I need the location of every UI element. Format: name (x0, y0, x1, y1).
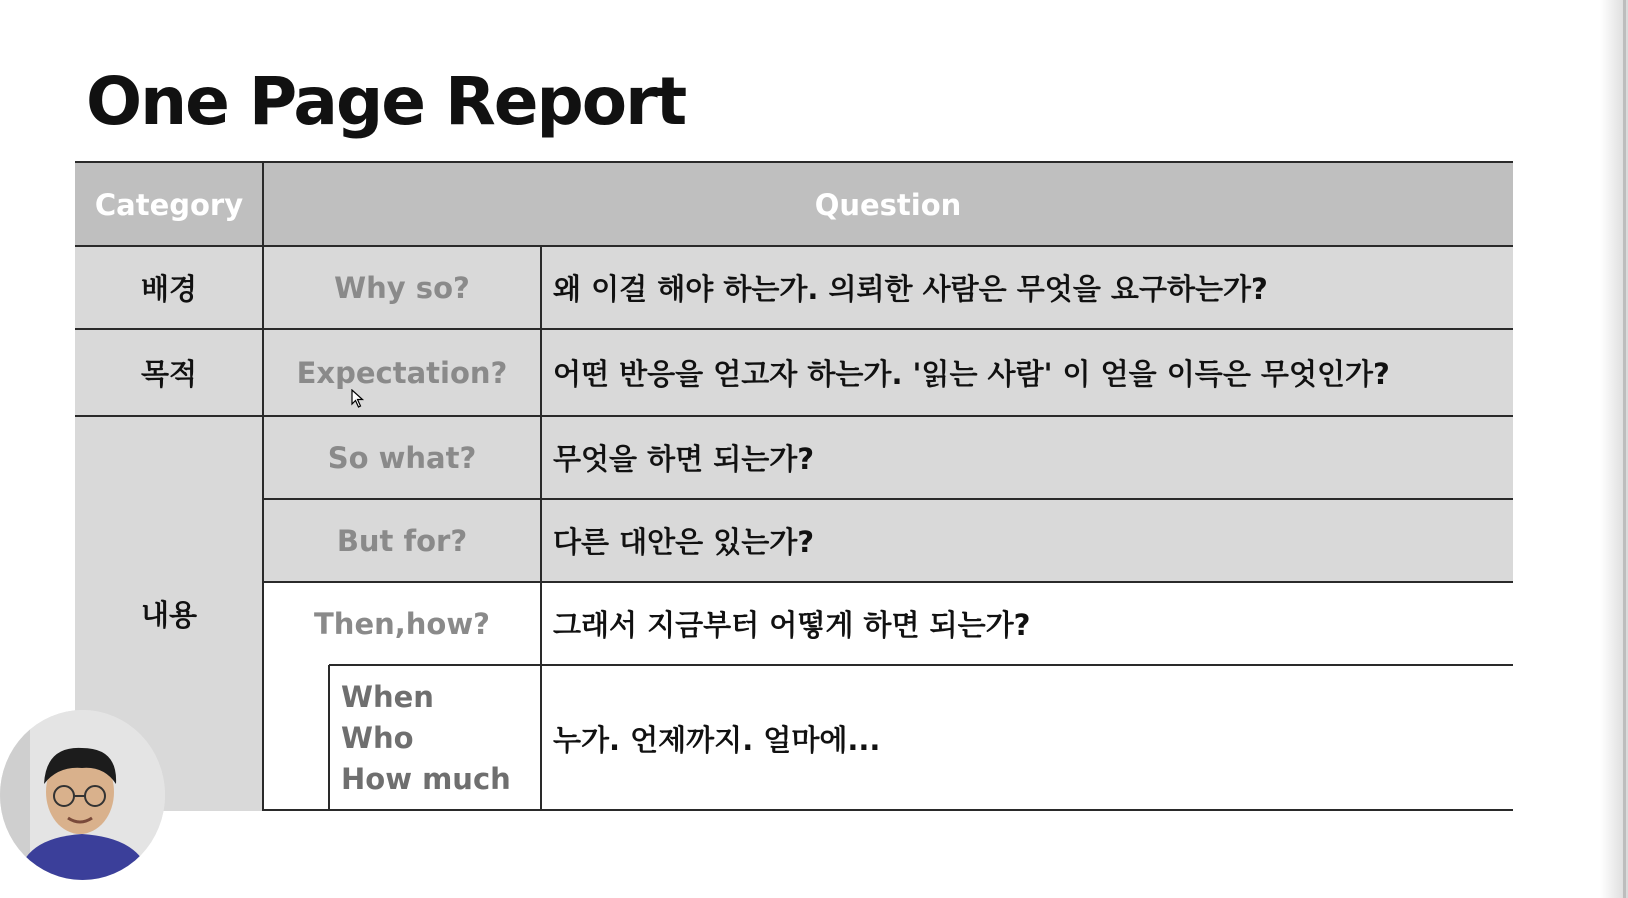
mouse-cursor-icon (351, 389, 365, 409)
detail-labels (329, 665, 541, 811)
rule-row2 (75, 415, 1513, 417)
header-category: Category (75, 163, 263, 246)
detail-indent (263, 665, 329, 811)
rule-row4 (263, 581, 1513, 583)
question-detail: 누가. 언제까지. 얼마에... (541, 665, 1513, 811)
question-why: 왜 이걸 해야 하는가. 의뢰한 사람은 무엇을 요구하는가? (541, 246, 1513, 329)
question-expectation: 어떤 반응을 얻고자 하는가. '읽는 사람' 이 얻을 이득은 무엇인가? (541, 329, 1513, 416)
question-so-what: 무엇을 하면 되는가? (541, 416, 1513, 499)
rule-col-category (262, 163, 264, 811)
sub-question-why: Why so? (263, 246, 541, 329)
header-question: Question (263, 163, 1513, 246)
detail-who: Who (341, 720, 414, 755)
rule-col-detail (328, 665, 330, 811)
window-right-edge (1600, 0, 1628, 898)
rule-row5 (329, 664, 1513, 666)
sub-question-so-what: So what? (263, 416, 541, 499)
presenter-webcam-avatar (0, 710, 165, 880)
question-then-how: 그래서 지금부터 어떻게 하면 되는가? (541, 582, 1513, 665)
sub-question-but-for: But for? (263, 499, 541, 582)
page-title: One Page Report (86, 63, 686, 140)
sub-question-then-how: Then,how? (263, 582, 541, 665)
category-content: 내용 (75, 416, 263, 811)
question-but-for: 다른 대안은 있는가? (541, 499, 1513, 582)
report-table (75, 163, 1513, 811)
category-background: 배경 (75, 246, 263, 329)
detail-when: When (341, 679, 434, 714)
sub-question-expectation: Expectation? (263, 329, 541, 416)
rule-row3 (263, 498, 1513, 500)
rule-bottom (263, 809, 1513, 811)
detail-how-much: How much (341, 761, 511, 796)
rule-col-sub (540, 246, 542, 811)
rule-row1 (75, 328, 1513, 330)
rule-top (75, 161, 1513, 163)
rule-header (75, 245, 1513, 247)
category-purpose: 목적 (75, 329, 263, 416)
